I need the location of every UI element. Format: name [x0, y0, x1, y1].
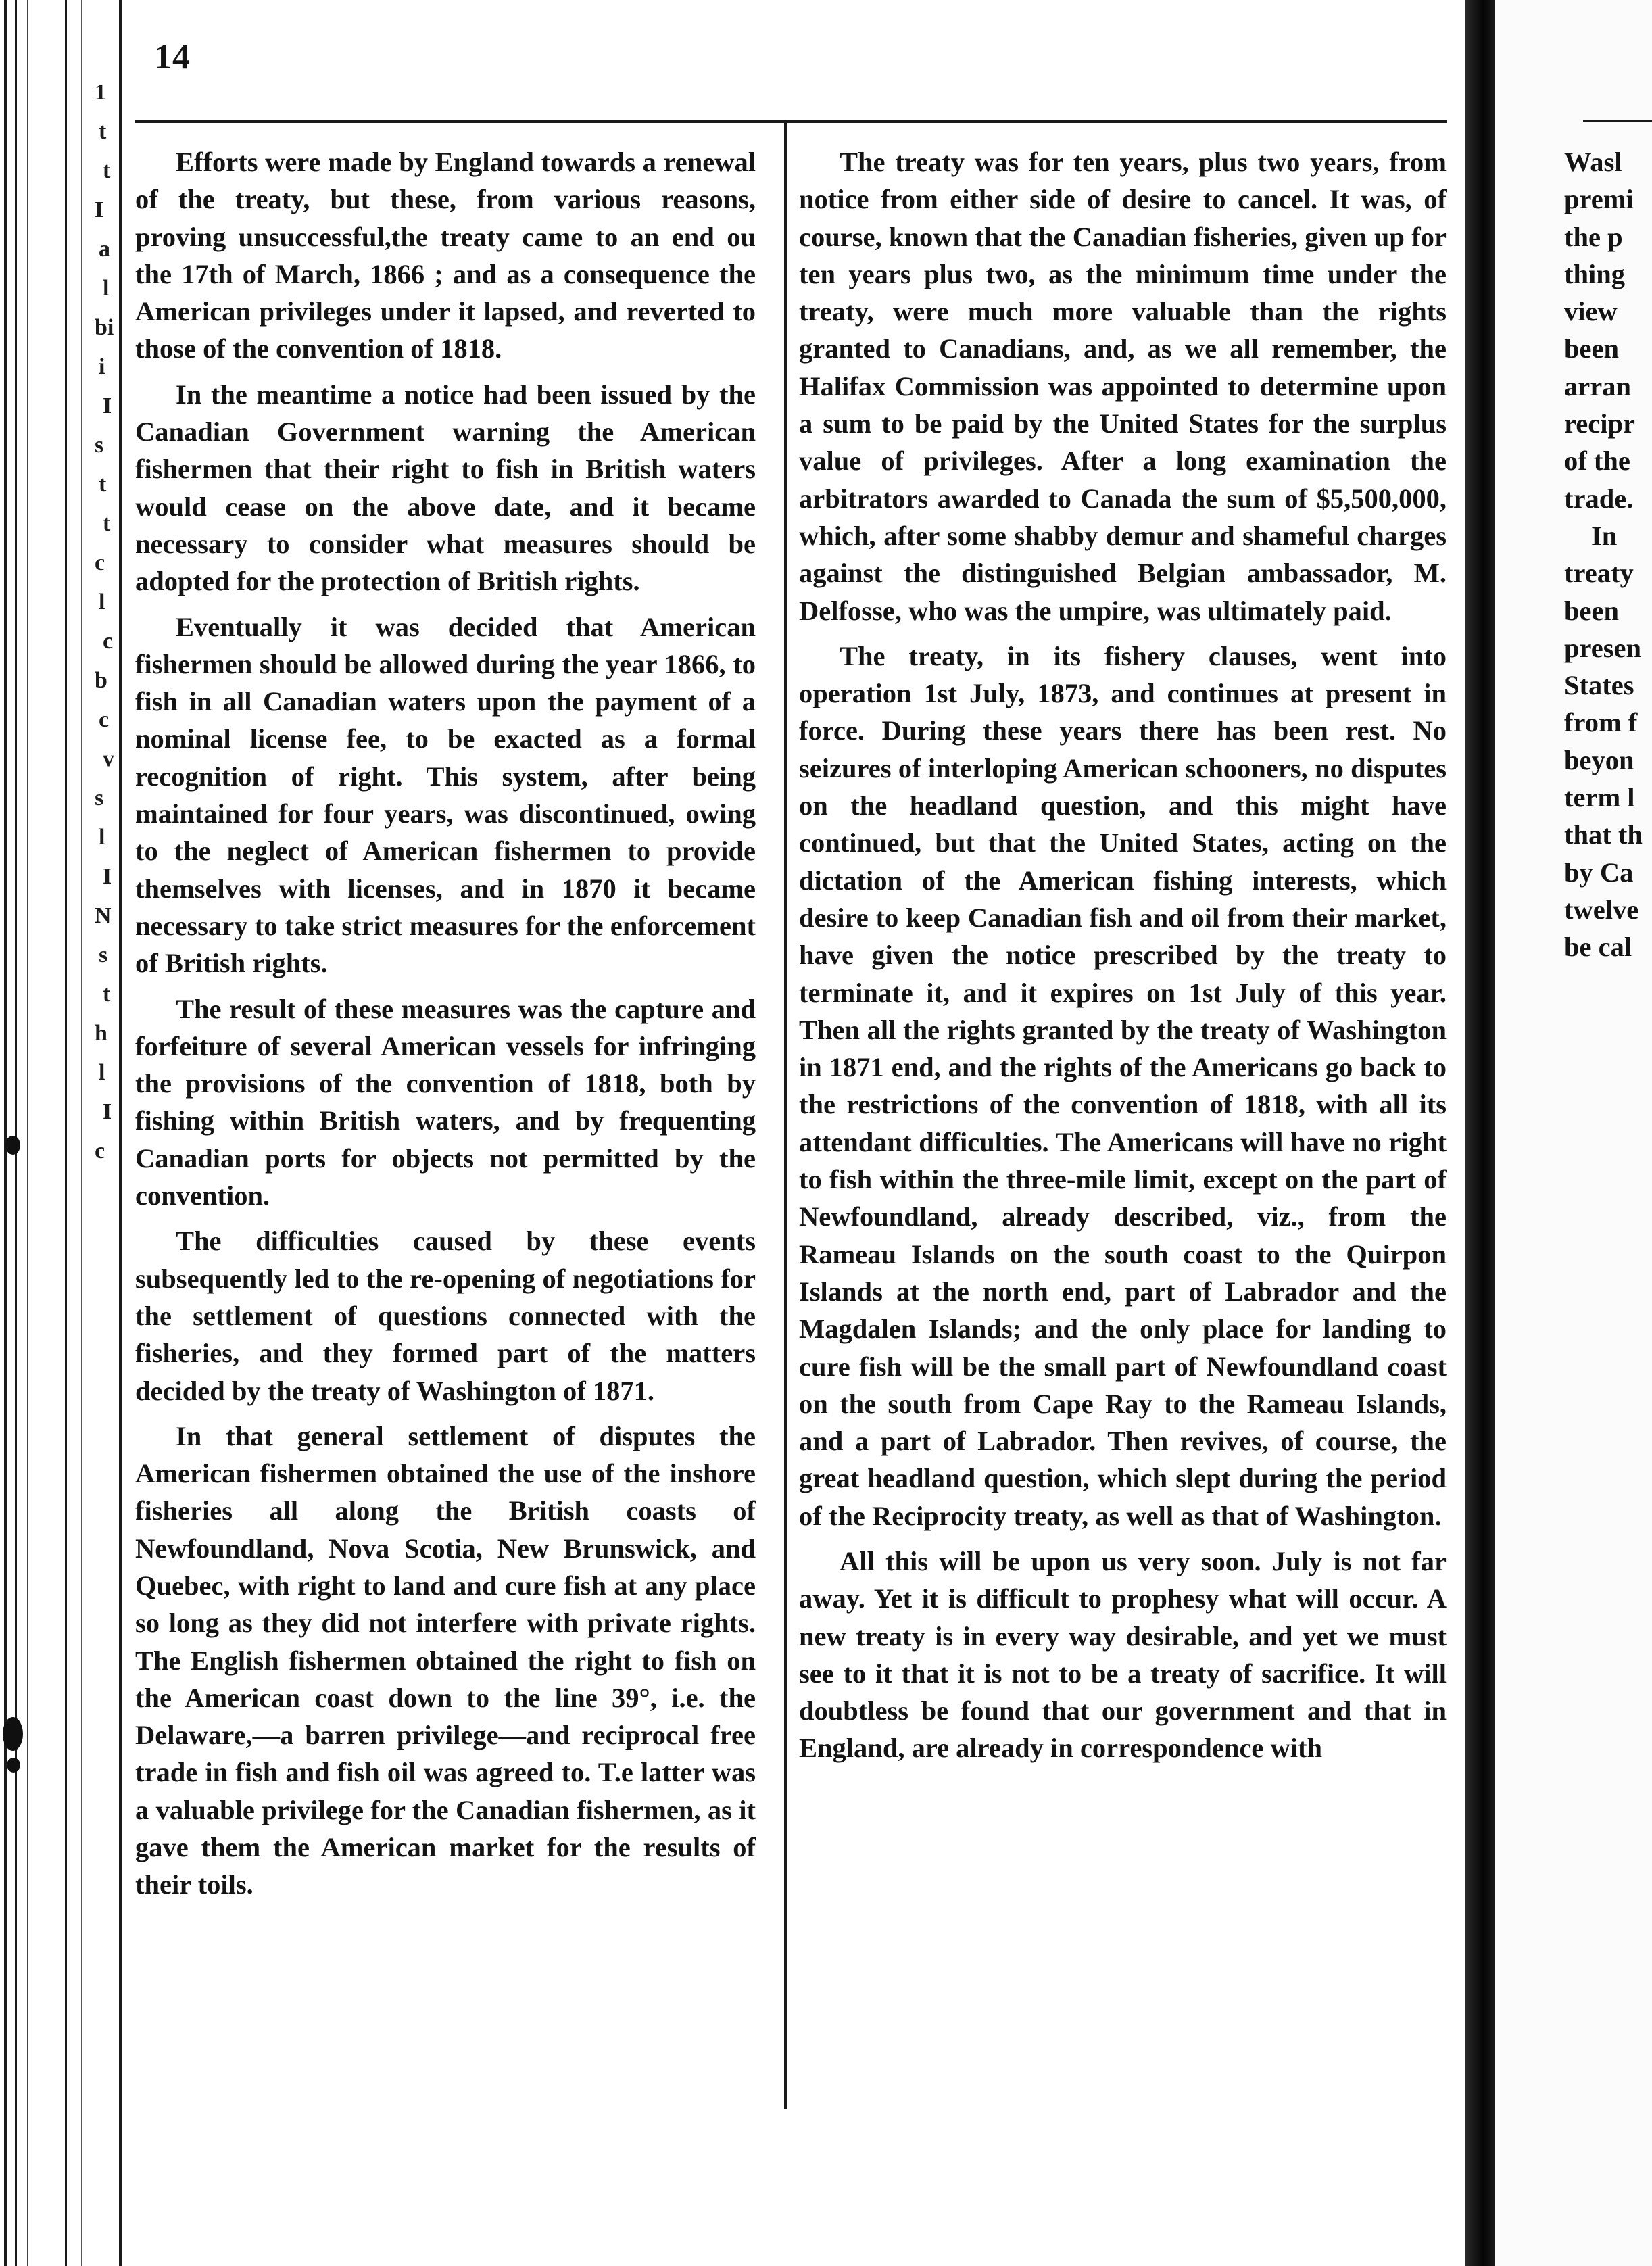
gutter-fragment: l	[103, 276, 110, 301]
next-page-rule	[1583, 120, 1652, 122]
gutter-fragment: a	[99, 237, 110, 262]
gutter-fragment: I	[103, 393, 112, 418]
gutter-fragment: c	[99, 707, 110, 732]
next-page-line: the p	[1564, 221, 1623, 252]
gutter-fragment: I	[103, 1099, 112, 1124]
next-page-edge	[1495, 0, 1652, 2266]
column-divider	[784, 122, 787, 2109]
paragraph: The treaty, in its fishery clauses, went into operation 1st July, 1873, and continues at present in force. During these years there has been rest. No seizures of interloping American schooners, no disputes on the headland question, and this might have continued, but that the United States, acting on the dictation of the American fishing interests, which desire to keep Canadian fish and oil from their market, have given the notice prescribed by the treaty to terminate it, and it expires on 1st July of this year. Then all the rights granted by the treaty of Washington in 1871 end, and the rights of the Americans go back to the restrictions of the convention of 1818, with all its attendant difficulties. The Americans will have no right to fish within the three-mile limit, except on the part of Newfoundland, already described, viz., from the Rameau Islands on the south coast to the Quirpon Islands at the north end, part of Labrador and the Magdalen Islands; and the only place for landing to cure fish will be the small part of Newfoundland coast on the south from Cape Ray to the Rameau Islands, and a part of Labrador. Then revives, of course, the great headland question, which slept during the period of the Reciprocity treaty, as well as that of Washington.	[799, 640, 1447, 1531]
next-page-line: trade.	[1564, 483, 1634, 514]
next-page-line: from f	[1564, 707, 1638, 738]
header-rule	[135, 120, 1447, 123]
next-page-line: that th	[1564, 819, 1643, 850]
next-page-line: been	[1564, 595, 1619, 626]
paragraph: In the meantime a notice had been issued by the Canadian Government warning the American fishermen that their right to fish in British waters would cease on the above date, and it became necessary to consider what measures should be adopted for the protection of British rights.	[135, 379, 756, 597]
gutter-fragment: t	[99, 119, 107, 144]
gutter-fragment: l	[99, 825, 105, 850]
gutter-fragment: l	[99, 589, 105, 614]
gutter-fragment: l	[99, 1060, 105, 1085]
next-page-line: term l	[1564, 782, 1635, 813]
gutter-fragment: bi	[95, 315, 114, 340]
page	[135, 0, 1487, 2266]
gutter-fragment: t	[103, 511, 111, 536]
middle-column	[799, 143, 1447, 1775]
gutter-fragment: b	[95, 668, 107, 693]
next-page-line: thing	[1564, 258, 1626, 289]
next-page-line: view	[1564, 296, 1618, 327]
gutter-fragment: s	[95, 786, 104, 811]
next-page-line: arran	[1564, 370, 1631, 402]
next-page-line: treaty	[1564, 558, 1634, 589]
gutter-fragment: s	[99, 942, 108, 967]
gutter-fragment: t	[103, 982, 111, 1007]
page-number: 14	[154, 38, 191, 76]
next-page-line: by Ca	[1564, 857, 1634, 888]
left-column	[135, 143, 756, 1912]
page-edge-shadow	[1465, 0, 1495, 2266]
next-page-line: Wasl	[1564, 147, 1622, 177]
gutter-fragment: N	[95, 903, 112, 928]
next-page-line: In	[1591, 520, 1618, 551]
next-page-line: of the	[1564, 445, 1630, 477]
next-page-column	[1564, 143, 1652, 966]
gutter-fragment: 1	[95, 80, 106, 105]
gutter-fragment: c	[95, 1138, 105, 1163]
gutter-fragment: h	[95, 1021, 107, 1046]
paragraph: All this will be upon us very soon. July is not far away. Yet it is difficult to prophesy what will occur. A new treaty is in every way desirable, and yet we must see to it that it is not to be a treaty of sacrifice. It will doubtless be found that our government and that in England, are already in correspondence with	[799, 1545, 1447, 1764]
paragraph: In that general settlement of disputes the American fishermen obtained the use of the inshore fisheries all along the British coasts of Newfoundland, Nova Scotia, New Brunswick, and Quebec, with right to land and cure fish at any place so long as they did not interfere with private rights. The English fishermen obtained the right to fish on the American coast down to the line 39°, i.e. the Delaware,—a barren privilege—and reciprocal free trade in fish and fish oil was agreed to. T.e latter was a valuable privilege for the Canadian fishermen, as it gave them the American market for the results of their toils.	[135, 1420, 756, 1900]
next-page-line: States	[1564, 670, 1634, 701]
gutter-fragment: i	[99, 354, 105, 379]
gutter-fragment: c	[95, 550, 105, 575]
previous-page-gutter	[0, 0, 135, 2266]
gutter-fragment: I	[103, 864, 112, 889]
paragraph: Eventually it was decided that American fishermen should be allowed during the year 1866, to fish in all Canadian waters upon the payment of a nominal license fee, to be exacted as a formal recognition of right. This system, after being maintained for four years, was discontinued, owing to the neglect of American fishermen to provide themselves with licenses, and in 1870 it became necessary to take strict measures for the enforcement of British rights.	[135, 611, 756, 979]
paragraph: The treaty was for ten years, plus two years, from notice from either side of desire to cancel. It was, of course, known that the Canadian fisheries, given up for ten years plus two, as the minimum time under the treaty, were much more valuable than the rights granted to Canadians, and, as we all remember, the Halifax Commission was appointed to determine upon a sum to be paid by the United States for the surplus value of privileges. After a long examination the arbitrators awarded to Canada the sum of $5,500,000, which, after some shabby demur and shameful charges against the distinguished Belgian ambassador, M. Delfosse, who was the umpire, was ultimately paid.	[799, 147, 1447, 626]
paragraph: The difficulties caused by these events subsequently led to the re-opening of negotiations for the settlement of questions connected with the fisheries, and they formed part of the matters decided by the treaty of Washington of 1871.	[135, 1226, 756, 1406]
gutter-fragment: I	[95, 197, 104, 222]
gutter-fragment: s	[95, 433, 104, 458]
next-page-line: beyon	[1564, 744, 1634, 775]
paragraph: Efforts were made by England towards a renewal of the treaty, but these, from various reasons, proving unsuccessful,the treaty came to an end ou the 17th of March, 1866 ; and as a consequence the American privileges under it lapsed, and reverted to those of the convention of 1818.	[135, 147, 756, 364]
gutter-fragment: t	[99, 472, 107, 497]
next-page-line: be cal	[1564, 932, 1632, 963]
next-page-line: premi	[1564, 184, 1634, 215]
next-page-line: recipr	[1564, 408, 1635, 439]
gutter-fragment: t	[103, 158, 111, 183]
next-page-line: presen	[1564, 632, 1642, 663]
next-page-line: been	[1564, 333, 1619, 364]
next-page-line: twelve	[1564, 894, 1639, 925]
paragraph: The result of these measures was the capture and forfeiture of several American vessels for infringing the provisions of the convention of 1818, both by fishing within British waters, and by frequenting Canadian ports for objects not permitted by the convention.	[135, 993, 756, 1211]
gutter-fragment: v	[103, 746, 114, 771]
gutter-fragment: c	[103, 629, 114, 654]
